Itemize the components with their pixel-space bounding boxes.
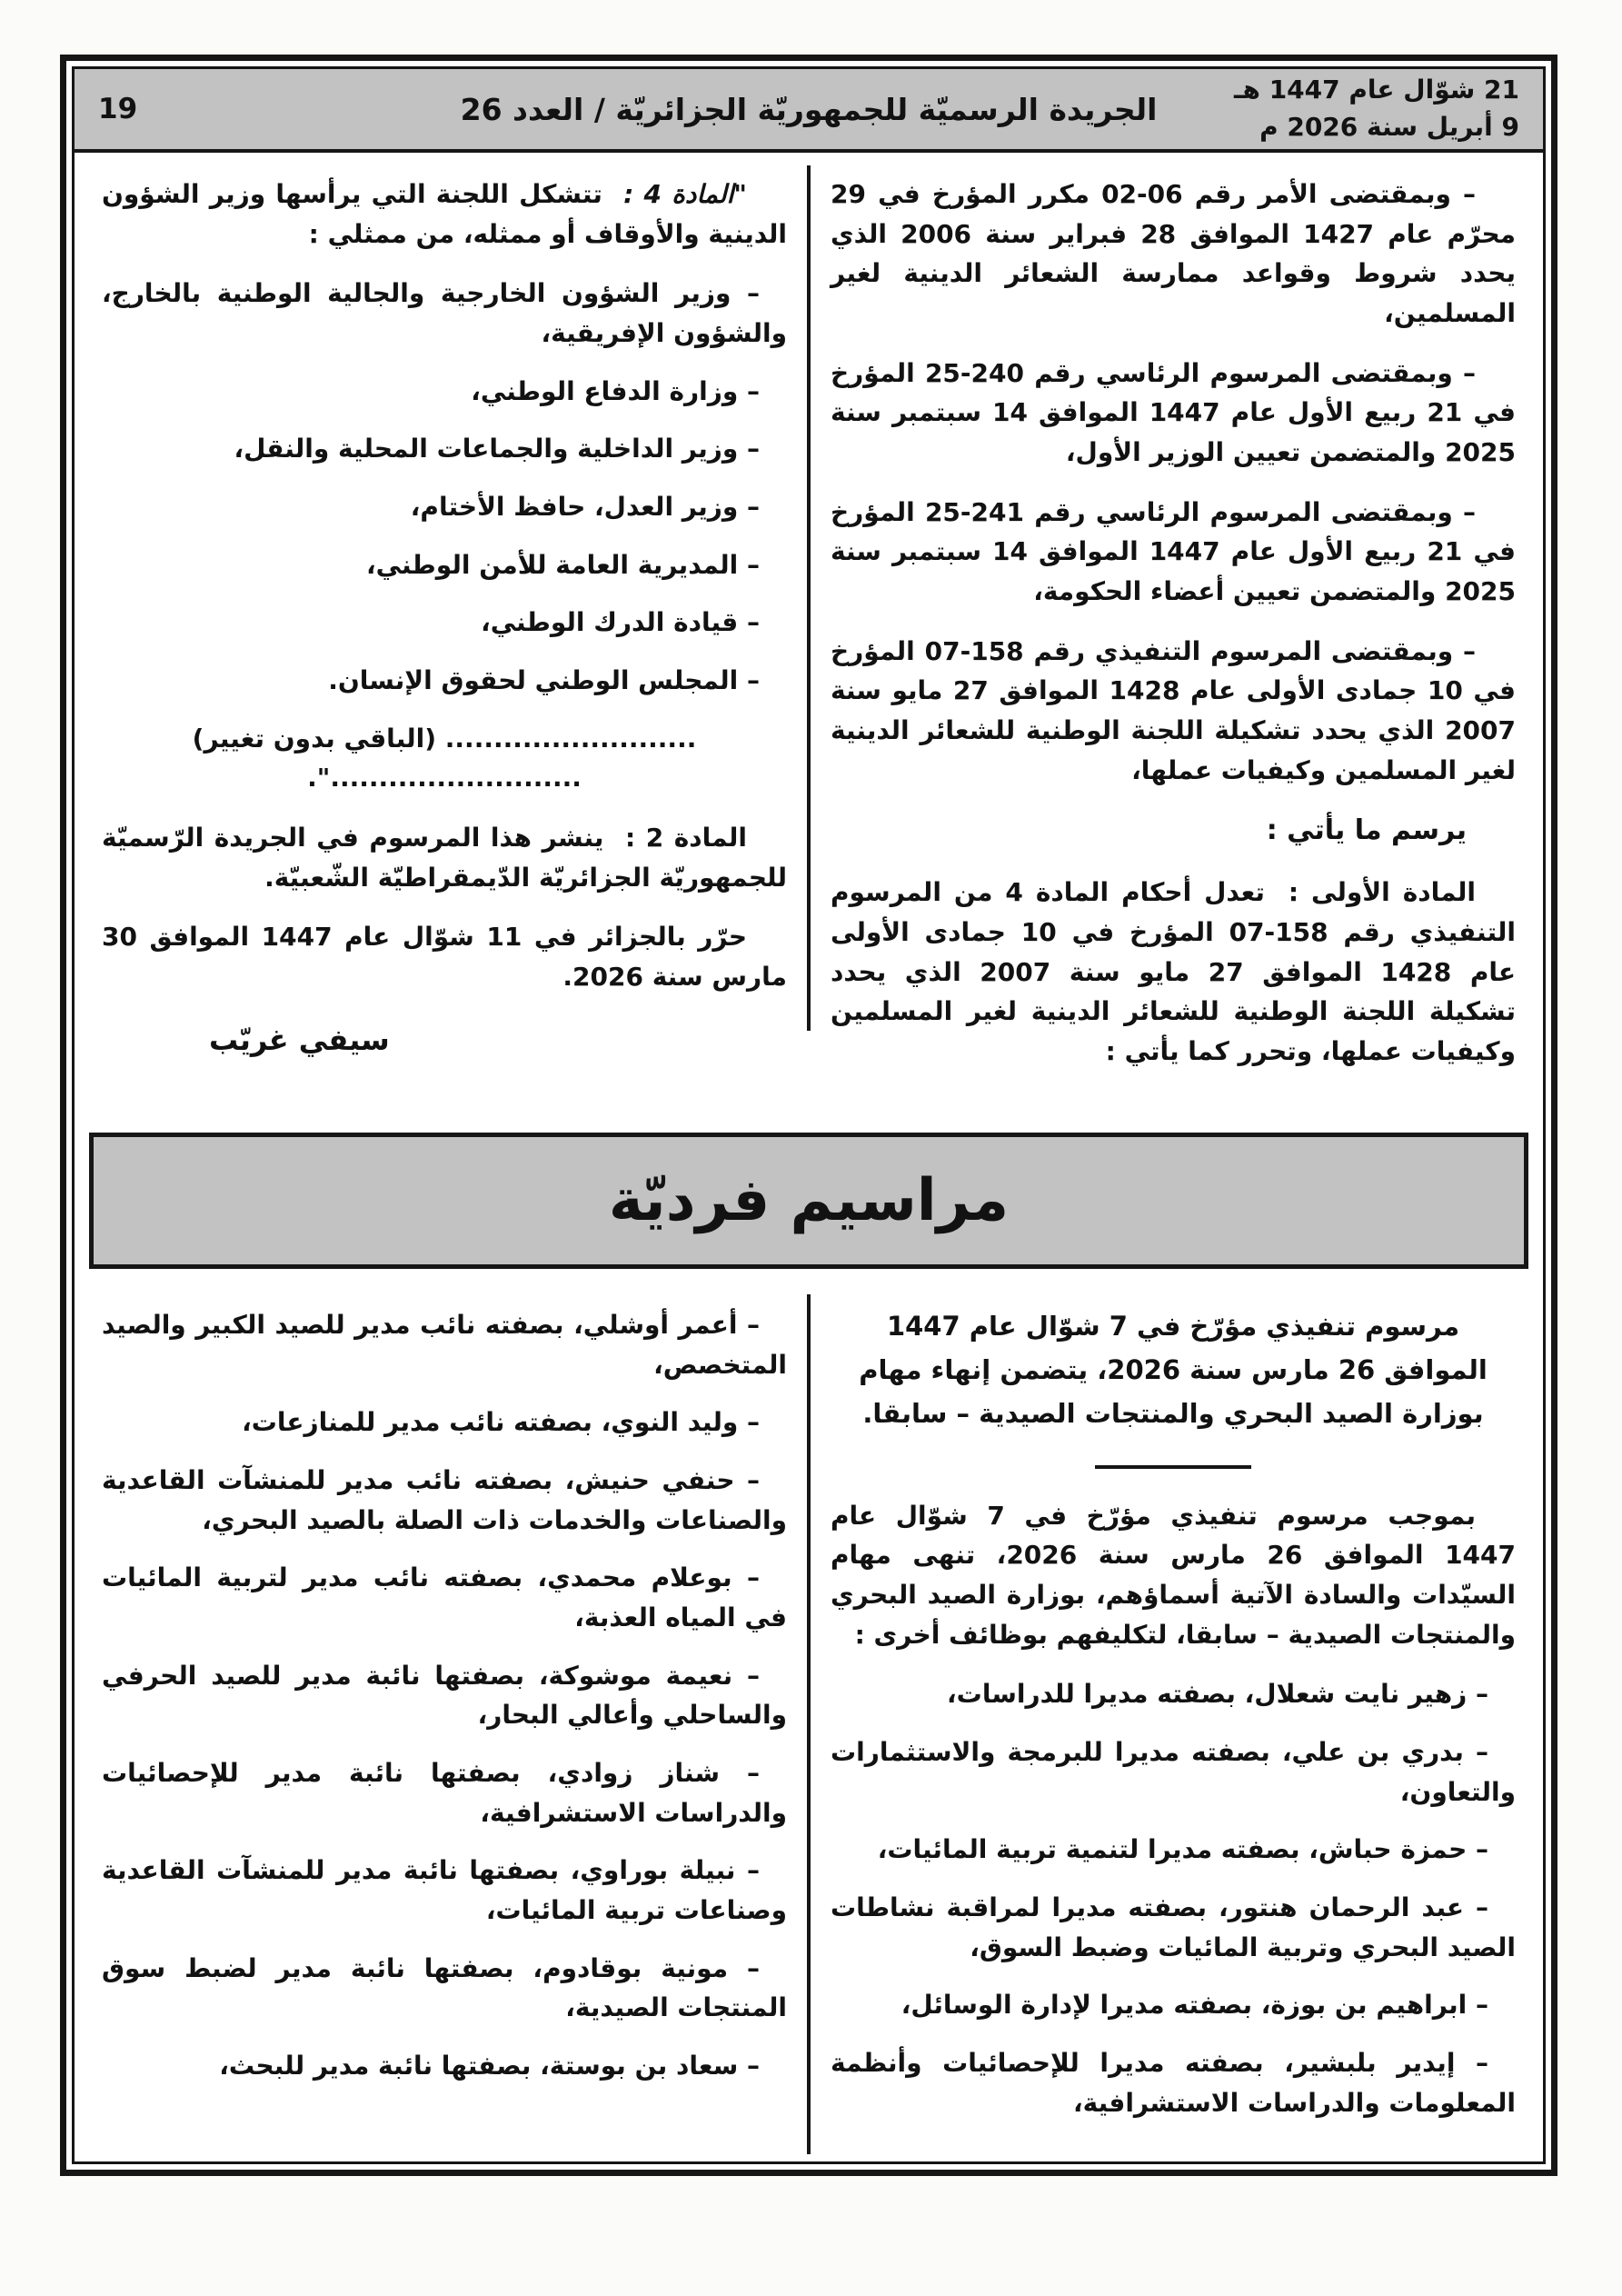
appointee-item: – ابراهيم بن بوزة، بصفته مديرا لإدارة الوسائل، [901, 1990, 1488, 2021]
committee-member-item: – وزير الشؤون الخارجية والجالية الوطنية بالخارج، والشؤون الإفريقية، [102, 278, 787, 349]
appointee-item: – أعمر أوشلي، بصفته نائب مدير للصيد الكبير والصيد المتخصص، [102, 1310, 787, 1380]
top-section [75, 153, 1543, 1111]
header-band [75, 69, 1543, 153]
page-frame-inner [72, 66, 1546, 2164]
article-one-lead: المادة الأولى : [1288, 877, 1476, 908]
article-two-text: ينشر هذا المرسوم في الجريدة الرّسميّة للجمهوريّة الجزائريّة الدّيمقراطيّة الشّعبيّة. [102, 823, 787, 893]
appointee-item: – نعيمة موشوكة، بصفتها نائبة مدير للصيد الحرفي والساحلي وأعالي البحار، [102, 1660, 787, 1731]
page-number: 19 [98, 93, 138, 125]
decree-title: مرسوم تنفيذي مؤرّخ في 7 شوّال عام 1447 الموافق 26 مارس سنة 2026، يتضمن إنهاء مهام بوزارة الصيد البحري والمنتجات الصيدية – سابقا. [859, 1311, 1488, 1429]
column-divider [807, 165, 811, 1031]
article-four-paragraph [102, 175, 787, 254]
appointee-item: – شناز زوادي، بصفتها نائبة مدير للإحصائيات والدراسات الاستشرافية، [102, 1758, 787, 1828]
article-one-text: تعدل أحكام المادة 4 من المرسوم التنفيذي رقم 158-07 المؤرخ في 10 جمادى الأولى عام 1428 الموافق 27 مايو سنة 2007 الذي يحدد تشكيلة اللجنة الوطنية للشعائر الدينية لغير المسلمين وكيفيات عملها، وتحرر كما يأتي : [831, 877, 1517, 1066]
committee-member-item: – وزارة الدفاع الوطني، [471, 375, 760, 406]
citation-paragraph: – وبمقتضى المرسوم التنفيذي رقم 158-07 المؤرخ في 10 جمادى الأولى عام 1428 الموافق 27 مايو سنة 2007 الذي يحدد تشكيلة اللجنة الوطنية للشعائر الدينية لغير المسلمين وكيفيات عملها، [831, 635, 1516, 785]
column-divider [807, 1294, 811, 2154]
bottom-right-column [809, 1305, 1537, 2164]
article-four-lead: "المادة 4 : [623, 179, 747, 209]
top-right-column [809, 175, 1537, 1111]
bottom-section [75, 1291, 1543, 2164]
title-separator [1095, 1465, 1251, 1469]
committee-member-item: – قيادة الدرك الوطني، [481, 607, 760, 638]
header-dates [1192, 72, 1519, 145]
committee-member-item: – وزير الداخلية والجماعات المحلية والنقل، [234, 434, 760, 464]
article-two-lead: المادة 2 : [624, 823, 747, 854]
page-frame [60, 55, 1557, 2176]
committee-member-item: – المديرية العامة للأمن الوطني، [366, 549, 760, 580]
citation-paragraph: – وبمقتضى المرسوم الرئاسي رقم 241-25 المؤرخ في 21 ربيع الأول عام 1447 الموافق 14 سبتمبر سنة 2025 والمتضمن تعيين أعضاء الحكومة، [831, 496, 1516, 607]
appointee-item: – عبد الرحمان هنتور، بصفته مديرا لمراقبة نشاطات الصيد البحري وتربية المائيات وضبط السوق، [831, 1892, 1516, 1962]
signature-name: سيفي غريّب [209, 1022, 390, 1057]
appointee-item: – مونية بوقادوم، بصفتها نائبة مدير لضبط سوق المنتجات الصيدية، [102, 1952, 787, 2023]
appointee-item: – وليد النوي، بصفته نائب مدير للمنازعات، [242, 1407, 760, 1438]
header-date-hijri: 21 شوّال عام 1447 هـ [1233, 75, 1519, 105]
ellipsis-line: .......................... (الباقي بدون تغيير) ..........................". [192, 723, 697, 794]
section-banner [89, 1133, 1528, 1269]
appointee-item: – حنفي حنيش، بصفته نائب مدير للمنشآت القاعدية والصناعات والخدمات ذات الصلة بالصيد البحري، [102, 1465, 787, 1535]
top-left-column [80, 175, 809, 1111]
appointee-item: – بدري بن علي، بصفته مديرا للبرمجة والاستثمارات والتعاون، [831, 1736, 1516, 1807]
banner-title: مراسيم فرديّة [608, 1167, 1010, 1234]
decree-clause: يرسم ما يأتي : [1266, 814, 1467, 847]
article-four-text: تتشكل اللجنة التي يرأسها وزير الشؤون الدينية والأوقاف أو ممثله، من ممثلي : [102, 179, 787, 249]
appointee-item: – حمزة حباش، بصفته مديرا لتنمية تربية المائيات، [877, 1834, 1488, 1865]
header-date-gregorian: 9 أبريل سنة 2026 م [1259, 112, 1519, 142]
article-one-paragraph [831, 873, 1516, 1071]
appointee-item: – نبيلة بوراوي، بصفتها نائبة مدير للمنشآت القاعدية وصناعات تربية المائيات، [102, 1855, 787, 1926]
citation-paragraph: – وبمقتضى الأمر رقم 06-02 مكرر المؤرخ في 29 محرّم عام 1427 الموافق 28 فبراير سنة 2006 الذي يحدد شروط وقواعد ممارسة الشعائر الدينية لغير المسلمين، [831, 179, 1516, 329]
appointee-item: – إيدير بلبشير، بصفته مديرا للإحصائيات وأنظمة المعلومات والدراسات الاستشرافية، [831, 2047, 1516, 2118]
bottom-left-column [80, 1305, 809, 2164]
committee-member-item: – المجلس الوطني لحقوق الإنسان. [328, 665, 760, 696]
citation-paragraph: – وبمقتضى المرسوم الرئاسي رقم 240-25 المؤرخ في 21 ربيع الأول عام 1447 الموافق 14 سبتمبر سنة 2025 والمتضمن تعيين الوزير الأول، [831, 357, 1516, 468]
signing-line: حرّر بالجزائر في 11 شوّال عام 1447 الموافق 30 مارس سنة 2026. [102, 922, 787, 993]
appointee-item: – زهير نايت شعلال، بصفته مديرا للدراسات، [947, 1679, 1488, 1710]
article-two-paragraph [102, 818, 787, 897]
journal-title: الجريدة الرسميّة للجمهوريّة الجزائريّة / العدد 26 [460, 91, 1158, 127]
committee-member-item: – وزير العدل، حافظ الأختام، [410, 492, 760, 523]
appointee-item: – سعاد بن بوستة، بصفتها نائبة مدير للبحث، [219, 2051, 760, 2081]
appointee-item: – بوعلام محمدي، بصفته نائب مدير لتربية المائيات في المياه العذبة، [102, 1562, 787, 1633]
decree-intro: بموجب مرسوم تنفيذي مؤرّخ في 7 شوّال عام 1447 الموافق 26 مارس سنة 2026، تنهى مهام السيّدات والسادة الآتية أسماؤهم، بوزارة الصيد البحري والمنتجات الصيدية – سابقا، لتكليفهم بوظائف أخرى : [831, 1500, 1517, 1650]
